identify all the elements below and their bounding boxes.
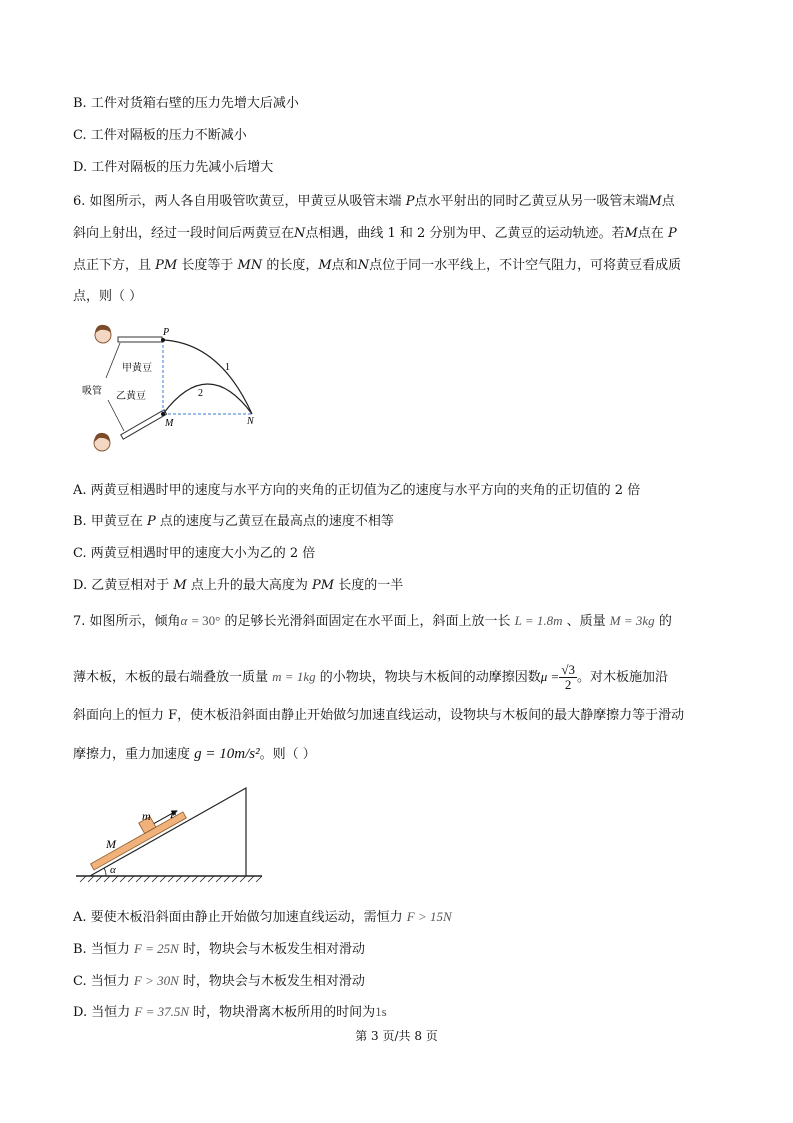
label-straw: 吸管 (82, 386, 102, 397)
q7-option-c: C. 当恒力 F > 30N 时，物块会与木板发生相对滑动 (73, 973, 365, 989)
label-m-large: M (106, 837, 116, 851)
q7-stem-line-3: 斜面向上的恒力 F，使木板沿斜面由静止开始做匀加速直线运动，设物块与木板间的最大静摩擦力等于滑动 (73, 708, 685, 723)
straw-bottom (121, 410, 167, 439)
q7-option-a: A. 要使木板沿斜面由静止开始做匀加速直线运动，需恒力 F > 15N (73, 909, 452, 925)
q5-option-d: D. 工件对隔板的压力先减小后增大 (73, 160, 274, 175)
q6-stem-line-1: 6. 如图所示，两人各自用吸管吹黄豆，甲黄豆从吸管末端 P点水平射出的同时乙黄豆从另一吸管末端M点 (73, 194, 675, 209)
label-m-small: m (142, 809, 151, 823)
q5-option-b: B. 工件对货箱右壁的压力先增大后减小 (73, 96, 299, 111)
q6-stem-line-3: 点正下方，且 PM 长度等于 MN 的长度，M点和N点位于同一水平线上，不计空气阻力，可将黄豆看成质 (73, 258, 682, 273)
trajectory-1 (163, 340, 252, 414)
q6-option-b: B. 甲黄豆在 P 点的速度与乙黄豆在最高点的速度不相等 (73, 514, 394, 529)
q7-stem-line-2: 薄木板，木板的最右端叠放一质量 m = 1kg 的小物块，物块与木板间的动摩擦因数μ = $\frac{√3}{2}$ 。对木板施加沿 (73, 662, 668, 692)
point-m (161, 412, 165, 416)
label-alpha: α (110, 864, 116, 876)
straw-pointer-top (106, 343, 120, 378)
label-f: F (170, 807, 178, 821)
q6-option-d: D. 乙黄豆相对于 M 点上升的最大高度为 PM 长度的一半 (73, 578, 404, 593)
q7-stem-line-4: 摩擦力，重力加速度 g = 10m/s²。则（ ） (73, 746, 316, 762)
q7-option-d: D. 当恒力 F = 37.5N 时，物块滑离木板所用的时间为1s (73, 1004, 387, 1020)
q6-option-a: A. 两黄豆相遇时甲的速度与水平方向的夹角的正切值为乙的速度与水平方向的夹角的正切值的 2 倍 (73, 483, 641, 498)
ground-hatching (80, 876, 262, 882)
q5-option-c: C. 工件对隔板的压力不断减小 (73, 128, 247, 143)
label-curve-1: 1 (225, 362, 230, 373)
label-n: N (247, 416, 254, 427)
label-p: P (163, 327, 170, 338)
label-curve-2: 2 (198, 388, 203, 399)
q7-option-b: B. 当恒力 F = 25N 时，物块会与木板发生相对滑动 (73, 941, 366, 957)
person-bottom-icon (94, 433, 110, 451)
angle-arc (104, 868, 106, 876)
mu-fraction: $\frac{√3}{2}$ (561, 662, 575, 692)
straw-pointer-bottom (108, 400, 124, 431)
label-m: M (165, 418, 174, 429)
q7-figure (72, 782, 267, 890)
incline (90, 788, 246, 876)
label-jia-bean: 甲黄豆 (122, 363, 152, 374)
q6-stem-line-4: 点，则（ ） (73, 289, 143, 304)
straw-top (118, 337, 162, 342)
q6-stem-line-2: 斜向上射出，经过一段时间后两黄豆在N点相遇，曲线 1 和 2 分别为甲、乙黄豆的运动轨迹。若M点在 P (73, 226, 677, 241)
point-p (161, 338, 165, 342)
q7-stem-line-1: 7. 如图所示，倾角α = 30° 的足够长光滑斜面固定在水平面上，斜面上放一长 L = 1.8m 、质量 M = 3kg 的 (73, 613, 672, 629)
label-yi-bean: 乙黄豆 (116, 391, 146, 402)
person-top-icon (95, 325, 111, 343)
q6-figure (80, 318, 270, 460)
q6-option-c: C. 两黄豆相遇时甲的速度大小为乙的 2 倍 (73, 546, 316, 561)
page-footer: 第 3 页/共 8 页 (355, 1029, 438, 1043)
